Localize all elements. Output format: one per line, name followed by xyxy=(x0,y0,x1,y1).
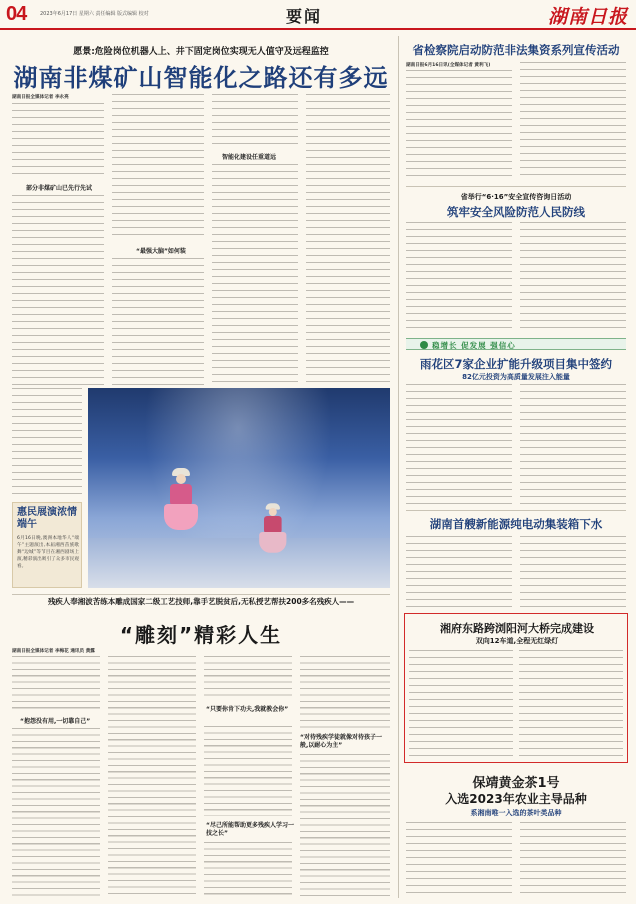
right-article2-text-b xyxy=(520,222,626,332)
lead-subhead-2: “最强大脑”如何装 xyxy=(136,248,186,255)
section-name: 要闻 xyxy=(286,7,323,26)
article2-text-col4b xyxy=(300,754,390,898)
section-divider xyxy=(12,594,390,595)
right-article6-kicker: 系湘南唯一入选的茶叶类品种 xyxy=(470,809,562,817)
article2-text-col1b xyxy=(12,728,100,898)
lead-text-col2a xyxy=(112,94,204,240)
photo-caption-box xyxy=(12,502,82,588)
right-article6-text-b xyxy=(520,822,626,898)
right-article4-text-a xyxy=(406,536,512,608)
article2-text-col2 xyxy=(108,656,196,898)
right-article3-text-b xyxy=(520,384,626,504)
lead-text-col1b xyxy=(12,195,104,385)
column-divider xyxy=(398,36,399,898)
performance-photo xyxy=(88,388,390,588)
photo-caption-text: 6月16日晚,澳洲本地华人“端午”主题演出,本届湘西苗族歌舞“边城”等节目在湘西剧场上演,精彩演出吸引了众多市民观看。 xyxy=(17,536,79,570)
right-article3-subtitle: 82亿元投资为高质量发展注入能量 xyxy=(462,373,570,381)
article2-text-col1a xyxy=(12,656,100,710)
right-article2-text-a xyxy=(406,222,512,332)
article2-text-col3a xyxy=(204,656,292,700)
lead-title: 湖南非煤矿山智能化之路还有多远 xyxy=(13,64,389,92)
right-article5-text-a xyxy=(409,650,513,758)
masthead xyxy=(0,0,636,30)
issue-meta: 2023年6月17日 星期六 责任编辑 版式编辑 校对 xyxy=(40,11,149,17)
article2-text-col3b xyxy=(204,726,292,816)
right-article2-kicker: 省举行“6·16”安全宣传咨询日活动 xyxy=(460,193,572,201)
article2-text-col4a xyxy=(300,656,390,728)
lead-byline: 湖南日报全媒体记者 李永亮 xyxy=(12,95,69,100)
article2-subhead-2: “只要你肯下功夫,我就教会你” xyxy=(206,706,289,713)
highlighted-article-box xyxy=(404,613,628,763)
right-article6-title: 保靖黄金茶1号 xyxy=(472,776,560,791)
campaign-banner xyxy=(406,338,626,350)
lead-text-col1c xyxy=(12,388,82,496)
right-article1-text-a xyxy=(406,70,512,180)
photo-caption-title: 惠民展演浓情端午 xyxy=(17,507,77,530)
lead-text-col4 xyxy=(306,94,390,385)
right-article6-text-a xyxy=(406,822,512,898)
right-article3-title: 雨花区7家企业扩能升级项目集中签约 xyxy=(420,357,612,371)
right-article4-title: 湖南首艘新能源纯电动集装箱下水 xyxy=(429,517,603,531)
right-article5-text-b xyxy=(519,650,623,758)
page-number: 04 xyxy=(6,3,27,25)
article2-title: “雕刻”精彩人生 xyxy=(119,623,283,647)
article2-subhead-4: “对待残疾学徒就像对待孩子一般,以耐心为主” xyxy=(300,734,382,749)
campaign-banner-text: 稳增长 促发展 强信心 xyxy=(432,341,516,350)
article2-byline: 湖南日报全媒体记者 李梅花 通讯员 黄露 xyxy=(12,649,95,654)
lead-subhead-3: 智能化建设任重道远 xyxy=(222,154,277,161)
lead-text-col3b xyxy=(212,164,298,385)
right-divider xyxy=(406,510,626,511)
article2-subhead-3: “尽己所能帮助更多残疾人学习一技之长” xyxy=(206,822,294,837)
right-article5-subtitle: 双向12车道,全程无红绿灯 xyxy=(475,637,559,645)
right-article2-title: 筑牢安全风险防范人民防线 xyxy=(447,205,585,219)
right-article4-text-b xyxy=(520,536,626,608)
right-divider xyxy=(406,186,626,187)
leaf-icon xyxy=(420,341,428,349)
article2-kicker: 残疾人奉湘波苦练本雕成国家二级工艺技师,靠手艺脱贫后,无私授艺帮扶200多名残疾人—— xyxy=(47,597,355,606)
right-article1-byline: 湖南日报6月16日讯(全媒体记者 黄利飞) xyxy=(406,63,491,68)
right-article1-text-b xyxy=(520,62,626,180)
right-article6-subtitle: 入选2023年农业主导品种 xyxy=(445,792,587,806)
newspaper-logo: 湖南日报 xyxy=(547,6,628,28)
lead-subhead-1: 部分非煤矿山已先行先试 xyxy=(26,185,93,192)
lead-text-col3a xyxy=(212,94,298,147)
article2-text-col3c xyxy=(204,842,292,898)
lead-text-col1a xyxy=(12,103,104,176)
right-article3-text-a xyxy=(406,384,512,504)
right-article5-title: 湘府东路跨浏阳河大桥完成建设 xyxy=(440,622,594,635)
lead-kicker: 愿景:危险岗位机器人上、井下固定岗位实现无人值守及远程监控 xyxy=(73,47,329,57)
right-article1-title: 省检察院启动防范非法集资系列宣传活动 xyxy=(412,43,620,57)
article2-subhead-1: “抱怨没有用,一切靠自己” xyxy=(20,718,91,725)
lead-text-col2b xyxy=(112,258,204,385)
